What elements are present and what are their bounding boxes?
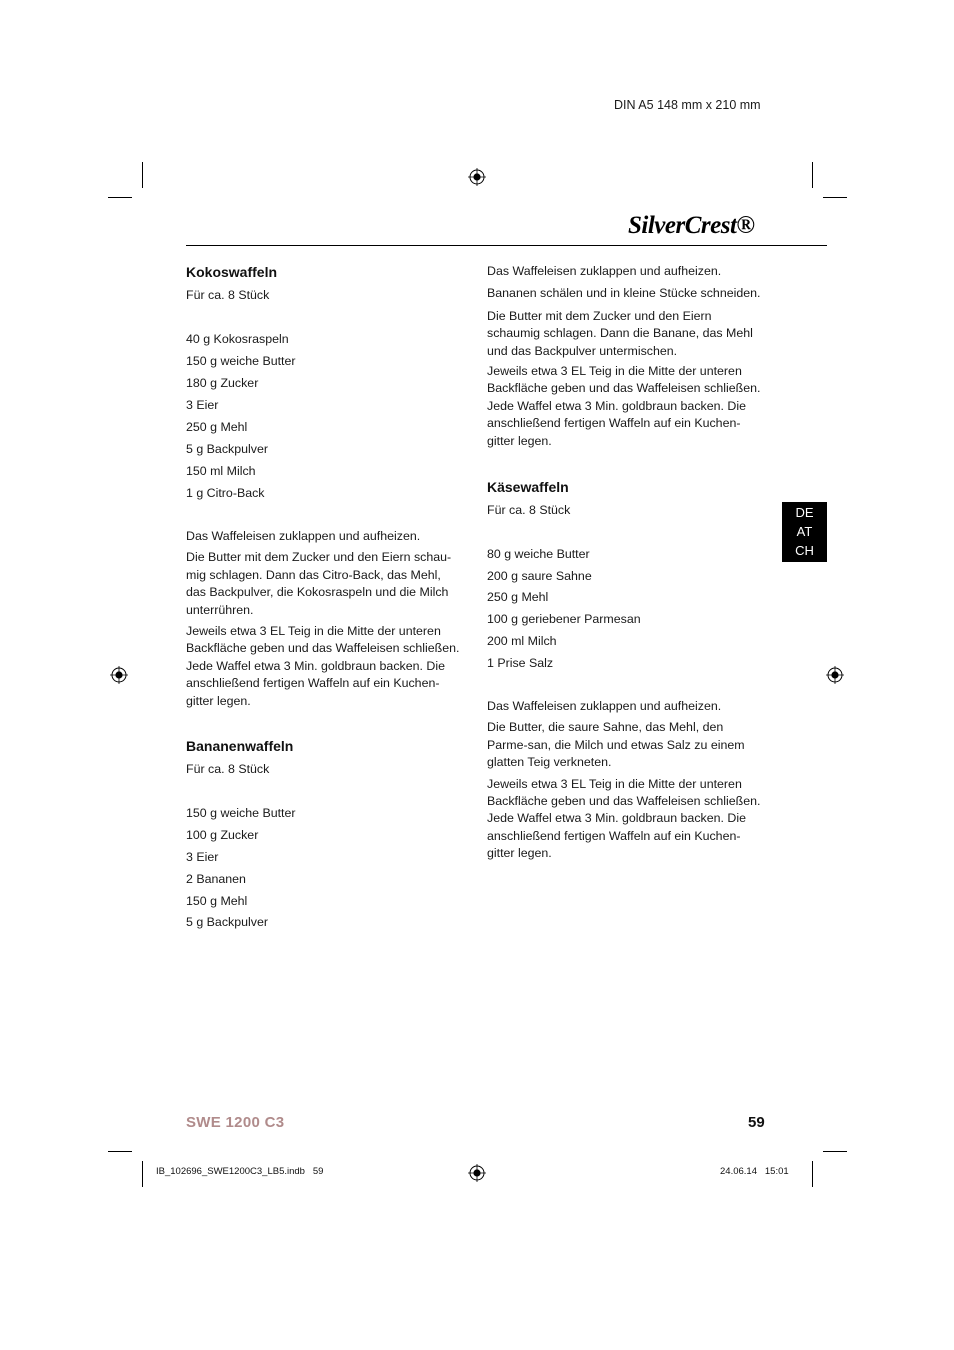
ingredient: 1 Prise Salz	[487, 656, 554, 670]
ingredient: 200 g saure Sahne	[487, 569, 592, 583]
header-rule	[186, 245, 827, 246]
footer-model: SWE 1200 C3	[186, 1114, 285, 1131]
ingredient: 3 Eier	[186, 398, 219, 412]
serving-banane: Für ca. 8 Stück	[186, 762, 270, 776]
step: Die Butter mit dem Zucker und den Eiern schaumig schlagen. Dann die Banane, das Mehl und das Backpulver untermischen.	[487, 308, 753, 358]
step: Jeweils etwa 3 EL Teig in die Mitte der unteren Backfläche geben und das Waffeleisen schließen. Jede Waffel etwa 3 Min. goldbraun backen. Die anschließend fertigen Waffeln auf ein Kuchen-gitter legen.	[186, 624, 460, 708]
recipe-title-banane: Bananenwaffeln	[186, 738, 294, 754]
crop-mark	[823, 197, 847, 198]
language-at: AT	[796, 524, 813, 539]
format-note: DIN A5 148 mm x 210 mm	[614, 98, 761, 112]
crop-mark	[812, 1161, 813, 1187]
brand-logo: SilverCrest®	[628, 212, 755, 239]
steps-banane	[487, 263, 767, 450]
steps-kokos	[186, 528, 464, 710]
step: Bananen schälen und in kleine Stücke schneiden.	[487, 286, 761, 301]
ingredient: 1 g Citro-Back	[186, 486, 265, 500]
ingredient: 250 g Mehl	[487, 590, 549, 604]
registration-mark-icon	[110, 666, 128, 684]
ingredient: 5 g Backpulver	[186, 915, 268, 929]
step: Das Waffeleisen zuklappen und aufheizen.	[186, 529, 421, 543]
recipe-title-kokos: Kokoswaffeln	[186, 264, 278, 280]
ingredient: 80 g weiche Butter	[487, 547, 590, 561]
ingredient: 150 g Mehl	[186, 894, 248, 908]
ingredient: 200 ml Milch	[487, 634, 557, 648]
recipe-title-kaese: Käsewaffeln	[487, 479, 569, 495]
step: Jeweils etwa 3 EL Teig in die Mitte der unteren Backfläche geben und das Waffeleisen schließen. Jede Waffel etwa 3 Min. goldbraun backen. Die anschließend fertigen Waffeln auf ein Kuchen-gitter legen.	[487, 364, 761, 448]
crop-mark	[142, 162, 143, 188]
steps-kaese	[487, 698, 767, 863]
serving-kaese: Für ca. 8 Stück	[487, 503, 571, 517]
serving-kokos: Für ca. 8 Stück	[186, 288, 270, 302]
ingredient: 250 g Mehl	[186, 420, 248, 434]
crop-mark	[812, 162, 813, 188]
ingredient: 150 g weiche Butter	[186, 354, 296, 368]
registration-mark-icon	[826, 666, 844, 684]
ingredient: 5 g Backpulver	[186, 442, 268, 456]
crop-mark	[108, 1151, 132, 1152]
step: Das Waffeleisen zuklappen und aufheizen.	[487, 264, 722, 278]
ingredient: 150 ml Milch	[186, 464, 256, 478]
crop-mark	[142, 1161, 143, 1187]
ingredient: 2 Bananen	[186, 872, 246, 886]
ingredient: 100 g Zucker	[186, 828, 259, 842]
ingredient: 3 Eier	[186, 850, 219, 864]
crop-mark	[823, 1151, 847, 1152]
print-datetime: 24.06.14 15:01	[720, 1166, 789, 1177]
registration-mark-icon	[468, 1164, 486, 1182]
step: Die Butter, die saure Sahne, das Mehl, den Parme-san, die Milch und etwas Salz zu einem glatten Teig verkneten.	[487, 720, 745, 770]
crop-mark	[108, 197, 132, 198]
step: Jeweils etwa 3 EL Teig in die Mitte der unteren Backfläche geben und das Waffeleisen schließen. Jede Waffel etwa 3 Min. goldbraun backen. Die anschließend fertigen Waffeln auf ein Kuchen-gitter legen.	[487, 776, 761, 861]
ingredient: 40 g Kokosraspeln	[186, 332, 289, 346]
step: Die Butter mit dem Zucker und den Eiern schau-mig schlagen. Dann das Citro-Back, das Mehl, das Backpulver, die Kokosraspeln und die Milch unterrühren.	[186, 550, 452, 617]
ingredient: 180 g Zucker	[186, 376, 259, 390]
step: Das Waffeleisen zuklappen und aufheizen.	[487, 699, 722, 713]
file-slug: IB_102696_SWE1200C3_LB5.indb 59	[156, 1166, 324, 1177]
ingredient: 150 g weiche Butter	[186, 806, 296, 820]
page-number: 59	[748, 1114, 765, 1131]
language-de: DE	[795, 505, 814, 520]
ingredient: 100 g geriebener Parmesan	[487, 612, 641, 626]
language-tab	[782, 502, 827, 562]
language-ch: CH	[795, 543, 814, 558]
registration-mark-icon	[468, 168, 486, 186]
